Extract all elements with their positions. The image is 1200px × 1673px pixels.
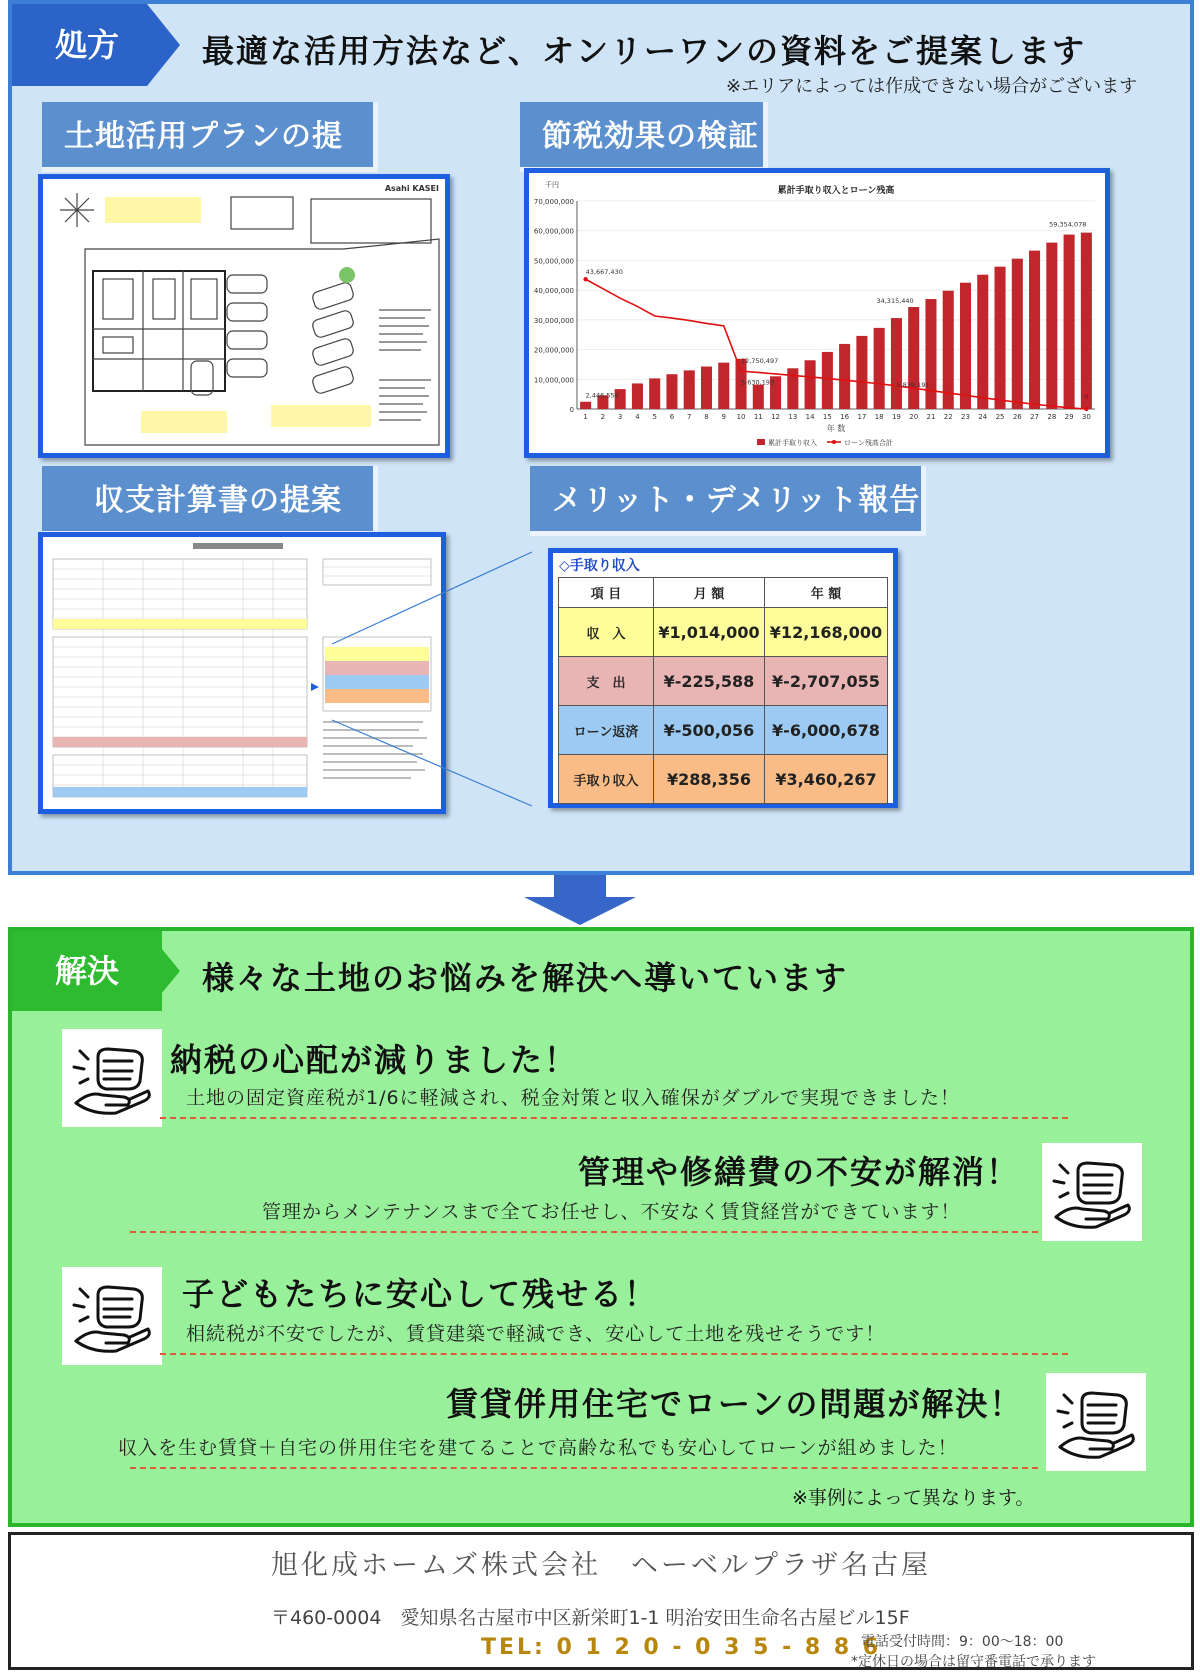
x-tick-label: 26 [1012, 413, 1022, 421]
income-row-monthly: ¥1,014,000 [654, 608, 765, 657]
income-row-label: 手取り収入 [559, 755, 654, 804]
solution-tag [12, 931, 182, 1011]
bar [822, 352, 833, 409]
data-label: 0 [1084, 393, 1089, 401]
bar [684, 370, 695, 409]
income-row-yearly: ¥3,460,267 [764, 755, 887, 804]
x-tick-label: 20 [909, 413, 919, 421]
line-point [583, 277, 587, 281]
tax-saving-chart [529, 173, 1105, 453]
income-table [558, 577, 888, 804]
prescription-section [8, 0, 1194, 875]
income-row [559, 608, 888, 657]
y-tick-label: 60,000,000 [533, 227, 574, 236]
data-label: 59,354,078 [1049, 220, 1087, 229]
data-label: 34,315,440 [876, 297, 914, 306]
item-4-desc: 収入を生む賃貸＋自宅の併用住宅を建てることで高齢な私でも安心してローンが組めました！ [118, 1437, 958, 1459]
data-label: 12,750,497 [741, 357, 779, 366]
bar [753, 385, 764, 409]
income-table-frame [548, 548, 898, 808]
x-tick-label: 28 [1047, 413, 1057, 421]
x-tick-label: 12 [771, 413, 781, 421]
bar [805, 360, 816, 409]
x-tick-label: 23 [961, 413, 970, 421]
x-tick-label: 22 [943, 413, 953, 421]
bar [1046, 243, 1057, 409]
item-4-divider [130, 1467, 1038, 1469]
tax-saving-chart-frame [524, 168, 1110, 458]
item-2-divider [130, 1231, 1038, 1233]
data-label: 5,630,193 [741, 378, 775, 387]
x-tick-label: 15 [822, 413, 832, 421]
income-row-monthly: ¥-500,056 [654, 706, 765, 755]
bar [960, 283, 971, 409]
x-tick-label: 5 [652, 413, 657, 421]
income-row [559, 657, 888, 706]
bar [874, 328, 885, 409]
income-row-yearly: ¥12,168,000 [764, 608, 887, 657]
x-tick-label: 11 [753, 413, 763, 421]
x-tick-label: 7 [686, 413, 692, 421]
x-tick-label: 4 [635, 413, 640, 421]
x-tick-label: 16 [840, 413, 850, 421]
bar [632, 383, 643, 409]
item-3-title: 子どもたちに安心して残せる！ [182, 1275, 659, 1313]
bar [908, 307, 919, 409]
bar [666, 374, 677, 409]
prescription-heading: 最適な活用方法など、オンリーワンの資料をご提案します [202, 32, 1087, 70]
bar [1012, 259, 1023, 409]
bar [649, 378, 660, 409]
bar [856, 336, 867, 409]
x-tick-label: 24 [978, 413, 988, 421]
x-tick-label: 1 [583, 413, 588, 421]
x-tick-label: 25 [995, 413, 1005, 421]
label-tax-saving: 節税効果の検証 [520, 102, 768, 172]
income-row [559, 755, 888, 804]
y-tick-label: 0 [569, 406, 574, 414]
x-tick-label: 8 [704, 413, 709, 421]
income-row-monthly: ¥288,356 [654, 755, 765, 804]
x-tick-label: 2 [600, 413, 606, 421]
income-row-yearly: ¥-6,000,678 [764, 706, 887, 755]
footer [8, 1532, 1194, 1670]
bar [839, 344, 850, 409]
land-plan-drawing [38, 174, 450, 458]
solution-section [8, 927, 1194, 1527]
bar [943, 291, 954, 409]
data-label: 5,839,191 [896, 380, 930, 389]
item-3-divider [160, 1353, 1068, 1355]
x-tick-label: 21 [926, 413, 936, 421]
income-row-monthly: ¥-225,588 [654, 657, 765, 706]
x-tick-label: 30 [1081, 413, 1091, 421]
legend-swatch-bar [757, 439, 765, 445]
data-label: 2,446,559 [585, 391, 619, 400]
label-land-plan: 土地活用プランの提 [42, 102, 378, 172]
x-tick-label: 18 [874, 413, 884, 421]
bar [1081, 233, 1092, 409]
x-tick-label: 19 [891, 413, 901, 421]
item-4-title: 賃貸併用住宅でローンの問題が解決！ [446, 1385, 1024, 1423]
fist-hand-icon [62, 1029, 162, 1127]
x-tick-label: 9 [721, 413, 727, 421]
item-2-title: 管理や修繕費の不安が解消！ [578, 1153, 1021, 1191]
down-arrow-icon [520, 875, 640, 927]
income-table-header [559, 578, 888, 608]
company-address: 〒460-0004 愛知県名古屋市中区新栄町1-1 明治安田生命名古屋ビル15F [271, 1607, 910, 1629]
income-row-yearly: ¥-2,707,055 [764, 657, 887, 706]
chart-title: 累計手取り収入とローン残高 [777, 186, 895, 196]
closed-day-note: *定休日の場合は留守番電話で承ります [851, 1654, 1096, 1670]
x-tick-label: 27 [1030, 413, 1040, 421]
income-row-label: ローン返済 [559, 706, 654, 755]
income-row-label: 支 出 [559, 657, 654, 706]
label-balance-calc: 収支計算書の提案 [42, 466, 378, 536]
x-tick-label: 29 [1064, 413, 1074, 421]
bar [995, 267, 1006, 409]
bar [718, 363, 729, 409]
x-tick-label: 10 [736, 413, 746, 421]
prescription-tag-label: 処方 [54, 26, 119, 64]
brand-logo: Asahi KASEI [384, 184, 439, 193]
item-2-desc: 管理からメンテナンスまで全てお任せし、不安なく賃貸経営ができています！ [262, 1201, 961, 1223]
data-label: 43,667,430 [585, 268, 623, 277]
fist-hand-icon [1042, 1143, 1142, 1241]
x-tick-label: 3 [617, 413, 623, 421]
bar [580, 402, 591, 409]
zoom-connector [332, 544, 532, 844]
area-note: ※エリアによっては作成できない場合がございます [726, 76, 1138, 97]
y-tick-label: 10,000,000 [533, 376, 574, 385]
header-monthly: 月 額 [654, 578, 765, 608]
y-tick-label: 50,000,000 [533, 257, 574, 266]
x-tick-label: 6 [669, 413, 675, 421]
prescription-tag [12, 4, 182, 86]
x-tick-label: 14 [805, 413, 815, 421]
bar [1064, 235, 1075, 409]
company-name: 旭化成ホームズ株式会社 ヘーベルプラザ名古屋 [271, 1550, 931, 1581]
case-note: ※事例によって異なります。 [792, 1487, 1035, 1509]
income-row-label: 収 入 [559, 608, 654, 657]
bar [1029, 251, 1040, 409]
bar [977, 275, 988, 409]
line-point [1084, 407, 1088, 411]
phone-number[interactable]: TEL: 0 1 2 0 - 0 3 5 - 8 8 6 [481, 1635, 882, 1660]
reception-hours: 電話受付時間：9：00～18：00 [861, 1634, 1064, 1650]
header-item: 項 目 [559, 578, 654, 608]
header-yearly: 年 額 [764, 578, 887, 608]
item-1-title: 納税の心配が減りました！ [170, 1041, 579, 1079]
x-tick-label: 13 [788, 413, 798, 421]
bar [925, 299, 936, 409]
solution-heading: 様々な土地のお悩みを解決へ導いています [202, 959, 849, 997]
fist-hand-icon [1046, 1373, 1146, 1471]
label-merit-report: メリット・デメリット報告 [530, 466, 926, 536]
legend-label: ローン残高合計 [844, 439, 893, 447]
x-tick-label: 17 [857, 413, 867, 421]
income-table-title: ◇手取り収入 [559, 558, 640, 574]
item-1-desc: 土地の固定資産税が1/6に軽減され、税金対策と収入確保がダブルで実現できました！ [186, 1087, 960, 1109]
y-tick-label: 40,000,000 [533, 287, 574, 296]
y-tick-label: 30,000,000 [533, 316, 574, 325]
legend-label: 累計手取り収入 [768, 439, 817, 447]
y-unit-label: 千円 [545, 181, 559, 189]
bar [891, 318, 902, 409]
y-tick-label: 70,000,000 [533, 198, 574, 206]
income-row [559, 706, 888, 755]
x-axis-label: 年 数 [826, 424, 846, 433]
bar [701, 367, 712, 409]
item-1-divider [160, 1117, 1068, 1119]
solution-tag-label: 解決 [54, 952, 119, 990]
item-3-desc: 相続税が不安でしたが、賃貸建築で軽減でき、安心して土地を残せそうです！ [186, 1323, 886, 1345]
legend-swatch-dot [832, 440, 836, 444]
fist-hand-icon [62, 1267, 162, 1365]
y-tick-label: 20,000,000 [533, 346, 574, 355]
